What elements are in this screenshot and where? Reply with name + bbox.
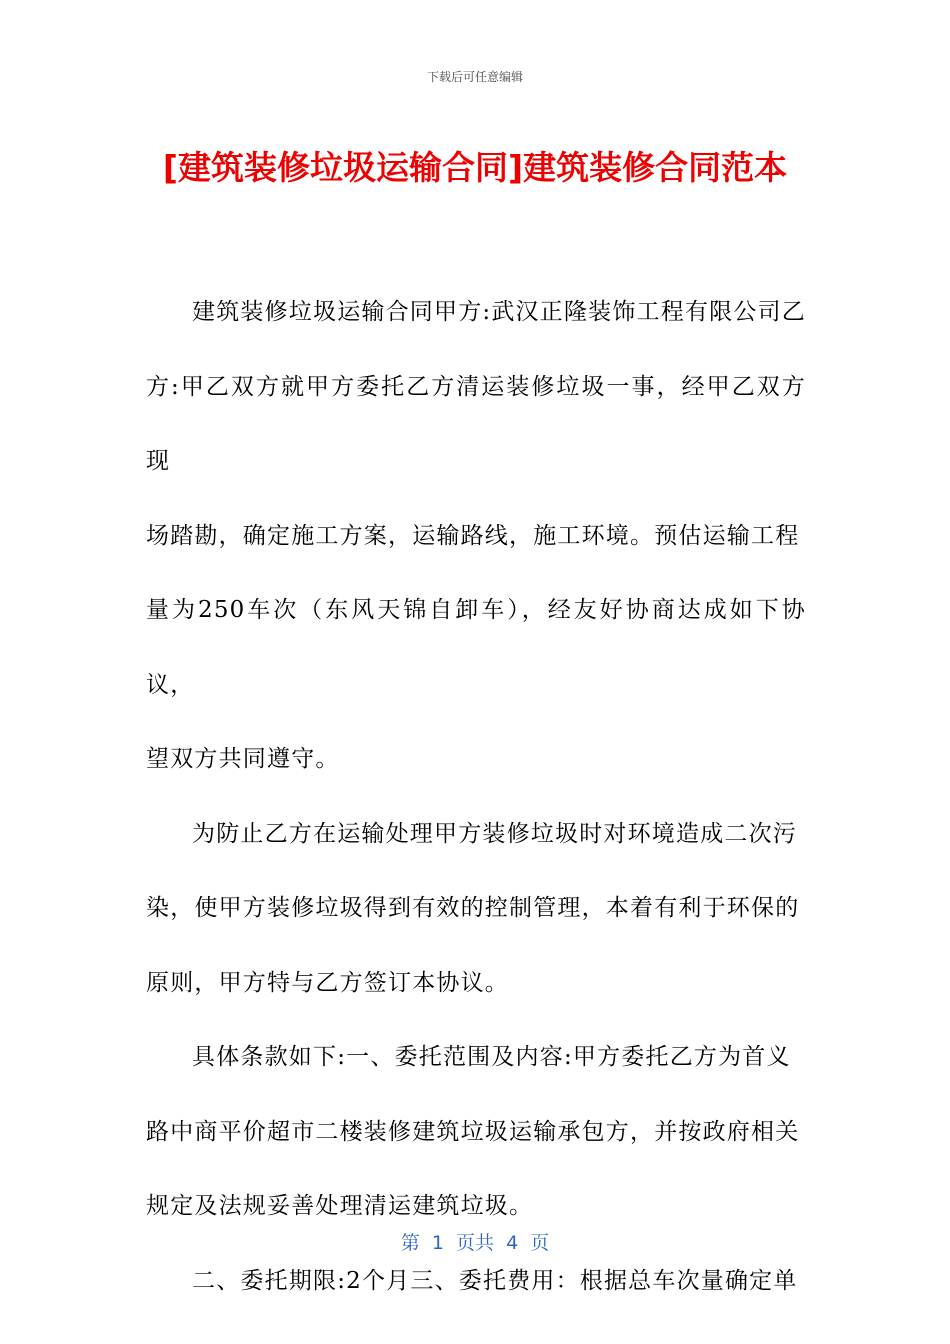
document-title: [建筑装修垃圾运输合同]建筑装修合同范本 (162, 148, 788, 187)
paragraph-2: 为防止乙方在运输处理甲方装修垃圾时对环境造成二次污 染，使甲方装修垃圾得到有效的控制管理，本着有利于环保的 原则，甲方特与乙方签订本协议。 (146, 820, 800, 996)
page-number: 第 1 页共 4 页 (400, 1232, 550, 1254)
paragraph-3: 具体条款如下:一、委托范围及内容:甲方委托乙方为首义 路中商平价超市二楼装修建筑垃圾运输承包方，并按政府相关 规定及法规妥善处理清运建筑垃圾。 (146, 1044, 800, 1219)
paragraph-1: 建筑装修垃圾运输合同甲方:武汉正隆装饰工程有限公司乙 方:甲乙双方就甲方委托乙方清运装修垃圾一事，经甲乙双方现 场踏勘，确定施工方案，运输路线，施工环境。预估运输工程 量为250车次（东风天锦自卸车），经友好协商达成如下协议， 望双方共同遵守。 (146, 299, 806, 772)
header-note: 下载后可任意编辑 (426, 70, 523, 84)
paragraph-4: 二、委托期限:2个月三、委托费用：根据总车次量确定单 (192, 1267, 798, 1294)
document-body (146, 275, 806, 1318)
